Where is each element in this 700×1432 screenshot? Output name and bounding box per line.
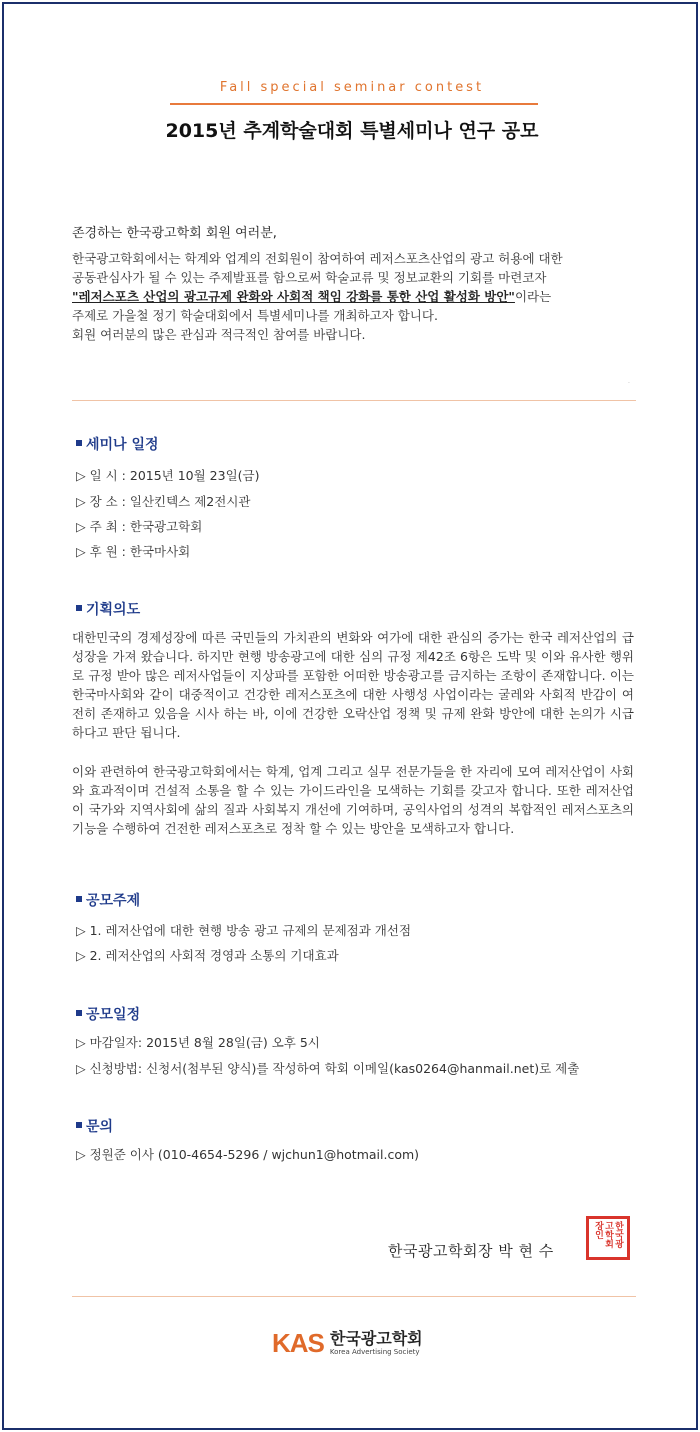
schedule-title-text: 세미나 일정 — [86, 437, 159, 453]
kas-logo-text — [330, 1330, 423, 1357]
purpose-paragraph-1: 대한민국의 경제성장에 따른 국민들의 가치관의 변화와 여가에 대한 관심의 증가는 한국 레저산업의 급성장을 가져 왔습니다. 하지만 현행 방송광고에 대한 심의 규정 제42조 6항은 도박 및 이와 유사한 행위로 규정 받아 많은 레저사업들이 지상파를 포함한 어떠한 방송광고를 금지하는 조항이 존재합니다. 이는 한국마사회와 같이 대중적이고 건강한 레저스포츠에 대한 사행성 사업이라는 굴레와 사회적 반감이 여전히 존재하고 있음을 시사 하는 바, 이에 건강한 오락산업 정책 및 규제 완화 방안에 대한 논의가 시급하다고 판단 됩니다. — [72, 630, 634, 740]
schedule-item: ▷ 장 소 : 일산킨텍스 제2전시관 — [76, 494, 251, 509]
intro-paragraph — [72, 249, 632, 344]
page-frame — [2, 2, 698, 1430]
schedule-item: ▷ 후 원 : 한국마사회 — [76, 544, 191, 559]
kas-logo-mark: KAS — [272, 1327, 324, 1358]
topics-title-text: 공모주제 — [86, 893, 141, 909]
intro-line-2: 공동관심사가 될 수 있는 주제발표를 함으로써 학술교류 및 정보교환의 기회를 마련코자 — [72, 270, 547, 285]
seal-stamp — [586, 1216, 630, 1260]
divider — [72, 400, 636, 401]
square-bullet-icon — [76, 1122, 82, 1128]
header-underline — [170, 103, 538, 105]
seal-text: 한국광고학회장인 — [593, 1221, 623, 1248]
schedule-title — [76, 434, 159, 454]
topics-title — [76, 890, 140, 910]
purpose-title-text: 기획의도 — [86, 602, 141, 618]
footer-divider — [72, 1296, 636, 1297]
intro-line-3 — [72, 287, 632, 306]
intro-line-3-rest: 이라는 — [514, 289, 552, 304]
square-bullet-icon — [76, 605, 82, 611]
square-bullet-icon — [76, 440, 82, 446]
deadline-item: ▷ 마감일자: 2015년 8월 28일(금) 오후 5시 — [76, 1035, 320, 1050]
intro-theme: "레저스포츠 산업의 광고규제 완화와 사회적 책임 강화를 통한 산업 활성화 방안" — [72, 289, 515, 304]
signature: 한국광고학회장 박 현 수 — [388, 1242, 554, 1260]
intro-line-5: 회원 여러분의 많은 관심과 적극적인 참여를 바랍니다. — [72, 327, 366, 342]
schedule-item: ▷ 일 시 : 2015년 10월 23일(금) — [76, 468, 260, 483]
greeting: 존경하는 한국광고학회 회원 여러분, — [72, 226, 277, 241]
intro-line-1: 한국광고학회에서는 학계와 업계의 전회원이 참여하여 레저스포츠산업의 광고 허용에 대한 — [72, 251, 563, 266]
square-bullet-icon — [76, 896, 82, 902]
page-title: 2015년 추계학술대회 특별세미나 연구 공모 — [165, 120, 539, 142]
header-subtitle: Fall special seminar contest — [219, 80, 485, 95]
contact-title-text: 문의 — [86, 1119, 114, 1135]
contact-item: ▷ 정원준 이사 (010-4654-5296 / wjchun1@hotmail.com) — [76, 1147, 420, 1162]
kas-logo-english: Korea Advertising Society — [329, 1347, 420, 1356]
deadline-item: ▷ 신청방법: 신청서(첨부된 양식)를 작성하여 학회 이메일(kas0264@hanmail.net)로 제출 — [76, 1061, 580, 1076]
schedule-item: ▷ 주 최 : 한국광고학회 — [76, 519, 203, 534]
dot-mark: . — [628, 378, 630, 385]
kas-logo-korean: 한국광고학회 — [329, 1328, 423, 1348]
contact-title — [76, 1116, 113, 1136]
deadline-title — [76, 1004, 140, 1024]
kas-logo — [272, 1326, 423, 1360]
topic-item: ▷ 2. 레저산업의 사회적 경영과 소통의 기대효과 — [76, 948, 339, 963]
topic-item: ▷ 1. 레저산업에 대한 현행 방송 광고 규제의 문제점과 개선점 — [76, 923, 412, 938]
deadline-title-text: 공모일정 — [86, 1007, 141, 1023]
square-bullet-icon — [76, 1010, 82, 1016]
intro-line-4: 주제로 가을철 정기 학술대회에서 특별세미나를 개최하고자 합니다. — [72, 308, 438, 323]
purpose-paragraph-2: 이와 관련하여 한국광고학회에서는 학계, 업계 그리고 실무 전문가들을 한 자리에 모여 레저산업이 사회와 효과적이며 건설적 소통을 할 수 있는 가이드라인을 모색하는 기회를 갖고자 합니다. 또한 레저산업이 국가와 지역사회에 삶의 질과 사회복지 개선에 기여하며, 공익사업의 성격의 복합적인 레저스포츠의 기능을 수행하여 건전한 레저스포츠로 정착 할 수 있는 방안을 모색하고자 합니다. — [72, 764, 634, 836]
purpose-title — [76, 599, 140, 619]
